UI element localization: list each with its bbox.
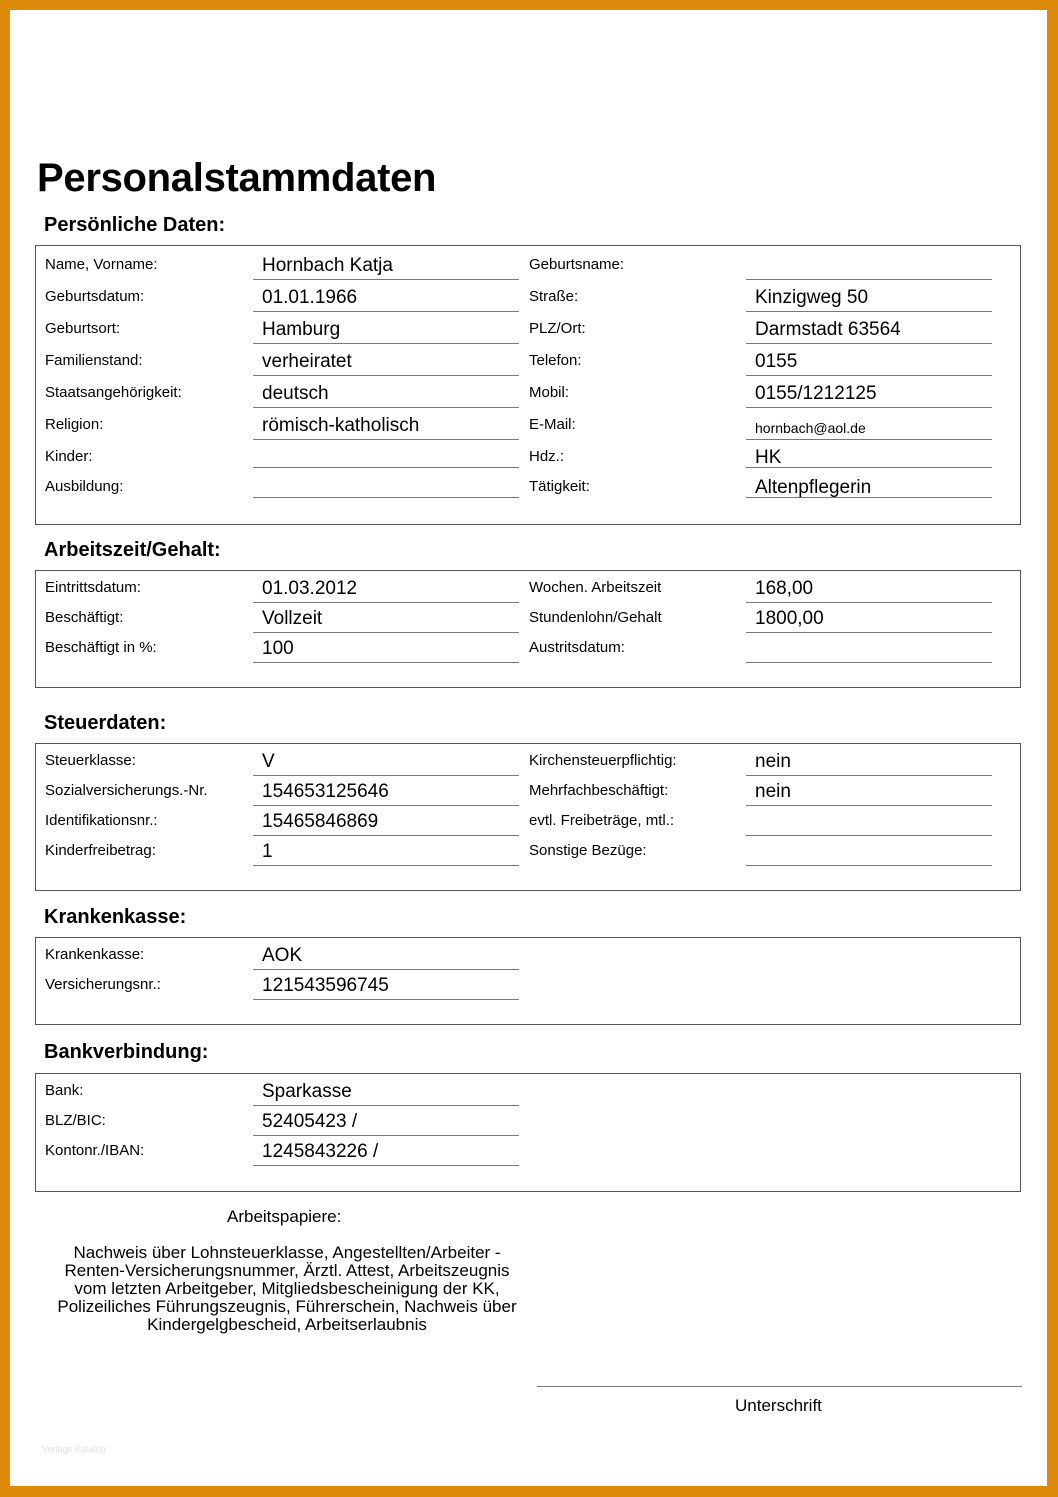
field-label: Beschäftigt: bbox=[45, 609, 124, 626]
street-field[interactable]: Kinzigweg 50 bbox=[746, 287, 992, 312]
field-label: Stundenlohn/Gehalt bbox=[529, 609, 662, 626]
section-heading-steuer: Steuerdaten: bbox=[44, 712, 167, 734]
field-label: E-Mail: bbox=[529, 416, 576, 433]
field-label: Mehrfachbeschäftigt: bbox=[529, 782, 669, 799]
form-row bbox=[36, 320, 1022, 350]
field-label: Geburtsdatum: bbox=[45, 288, 145, 305]
field-label: Kinderfreibetrag: bbox=[45, 842, 156, 859]
field-label: Staatsangehörigkeit: bbox=[45, 384, 182, 401]
field-label: Straße: bbox=[529, 288, 579, 305]
field-label: Sonstige Bezüge: bbox=[529, 842, 647, 859]
field-label: Mobil: bbox=[529, 384, 570, 401]
insurance-number-field[interactable]: 121543596745 bbox=[253, 975, 519, 1000]
phone-field[interactable]: 0155 bbox=[746, 351, 992, 376]
mobile-field[interactable]: 0155/1212125 bbox=[746, 383, 992, 408]
field-label: Identifikationsnr.: bbox=[45, 812, 158, 829]
field-label: Beschäftigt in %: bbox=[45, 639, 157, 656]
field-label: Telefon: bbox=[529, 352, 582, 369]
section-box-bank bbox=[35, 1073, 1021, 1192]
zip-city-field[interactable]: Darmstadt 63564 bbox=[746, 319, 992, 344]
occupation-field[interactable]: Altenpflegerin bbox=[746, 477, 992, 498]
section-heading-personal: Persönliche Daten: bbox=[44, 214, 226, 236]
form-row bbox=[36, 946, 1022, 976]
multiple-employment-field[interactable]: nein bbox=[746, 781, 992, 806]
salary-field[interactable]: 1800,00 bbox=[746, 608, 992, 633]
education-field[interactable] bbox=[253, 477, 519, 498]
form-row bbox=[36, 842, 1022, 872]
work-papers-line: vom letzten Arbeitgeber, Mitgliedsbescheinigung der KK, bbox=[74, 1279, 500, 1298]
birthdate-field[interactable]: 01.01.1966 bbox=[253, 287, 519, 312]
form-row bbox=[36, 812, 1022, 842]
field-label: Familienstand: bbox=[45, 352, 143, 369]
form-row bbox=[36, 384, 1022, 414]
field-label: Geburtsort: bbox=[45, 320, 121, 337]
section-heading-kasse: Krankenkasse: bbox=[44, 906, 187, 928]
work-papers-title: Arbeitspapiere: bbox=[227, 1207, 342, 1226]
field-label: Versicherungsnr.: bbox=[45, 976, 161, 993]
iban-field[interactable]: 1245843226 / bbox=[253, 1141, 519, 1166]
form-sheet bbox=[10, 10, 1047, 1486]
other-earnings-field[interactable] bbox=[746, 841, 992, 866]
section-box-kasse bbox=[35, 937, 1021, 1025]
field-label: BLZ/BIC: bbox=[45, 1112, 106, 1129]
marital-status-field[interactable]: verheiratet bbox=[253, 351, 519, 376]
allowances-field[interactable] bbox=[746, 811, 992, 836]
form-row bbox=[36, 752, 1022, 782]
signature-line[interactable] bbox=[537, 1386, 1022, 1387]
field-label: PLZ/Ort: bbox=[529, 320, 586, 337]
field-label: Kinder: bbox=[45, 448, 93, 465]
exit-date-field[interactable] bbox=[746, 638, 992, 663]
work-papers-line: Polizeiliches Führungszeugnis, Führerschein, Nachweis über bbox=[57, 1297, 517, 1316]
bic-field[interactable]: 52405423 / bbox=[253, 1111, 519, 1136]
employment-type-field[interactable]: Vollzeit bbox=[253, 608, 519, 633]
field-label: Sozialversicherungs.-Nr. bbox=[45, 782, 208, 799]
child-allowance-field[interactable]: 1 bbox=[253, 841, 519, 866]
birthname-field[interactable] bbox=[746, 255, 992, 280]
nationality-field[interactable]: deutsch bbox=[253, 383, 519, 408]
field-label: Kirchensteuerpflichtig: bbox=[529, 752, 677, 769]
field-label: Bank: bbox=[45, 1082, 84, 1099]
work-papers-line: Kindergelgbescheid, Arbeitserlaubnis bbox=[147, 1315, 427, 1334]
hdz-field[interactable]: HK bbox=[746, 447, 992, 468]
form-row bbox=[36, 782, 1022, 812]
field-label: Tätigkeit: bbox=[529, 478, 590, 495]
church-tax-field[interactable]: nein bbox=[746, 751, 992, 776]
field-label: Hdz.: bbox=[529, 448, 565, 465]
work-papers-text bbox=[40, 1244, 534, 1334]
health-insurance-field[interactable]: AOK bbox=[253, 945, 519, 970]
form-row bbox=[36, 1082, 1022, 1112]
tax-id-field[interactable]: 15465846869 bbox=[253, 811, 519, 836]
field-label: Kontonr./IBAN: bbox=[45, 1142, 145, 1159]
entry-date-field[interactable]: 01.03.2012 bbox=[253, 578, 519, 603]
field-label: evtl. Freibeträge, mtl.: bbox=[529, 812, 675, 829]
field-label: Religion: bbox=[45, 416, 104, 433]
form-row bbox=[36, 639, 1022, 669]
section-box-arbeitszeit bbox=[35, 570, 1021, 688]
watermark: Vorlage Katalog bbox=[42, 1444, 106, 1454]
form-row bbox=[36, 352, 1022, 382]
field-label: Wochen. Arbeitszeit bbox=[529, 579, 662, 596]
children-field[interactable] bbox=[253, 447, 519, 468]
field-label: Geburtsname: bbox=[529, 256, 625, 273]
form-row bbox=[36, 448, 1022, 478]
tax-class-field[interactable]: V bbox=[253, 751, 519, 776]
name-field[interactable]: Hornbach Katja bbox=[253, 255, 519, 280]
section-heading-bank: Bankverbindung: bbox=[44, 1041, 209, 1063]
form-row bbox=[36, 1142, 1022, 1172]
religion-field[interactable]: römisch-katholisch bbox=[253, 415, 519, 440]
page-title: Personalstammdaten bbox=[37, 156, 437, 200]
form-row bbox=[36, 609, 1022, 639]
section-box-personal bbox=[35, 245, 1021, 525]
signature-label: Unterschrift bbox=[735, 1396, 822, 1415]
section-box-steuer bbox=[35, 743, 1021, 891]
form-row bbox=[36, 478, 1022, 508]
work-papers-line: Nachweis über Lohnsteuerklasse, Angestellten/Arbeiter - bbox=[73, 1243, 501, 1262]
field-label: Ausbildung: bbox=[45, 478, 124, 495]
field-label: Austritsdatum: bbox=[529, 639, 625, 656]
field-label: Krankenkasse: bbox=[45, 946, 145, 963]
weekly-hours-field[interactable]: 168,00 bbox=[746, 578, 992, 603]
form-row bbox=[36, 256, 1022, 286]
form-row bbox=[36, 579, 1022, 609]
email-field[interactable]: hornbach@aol.de bbox=[746, 415, 992, 440]
form-row bbox=[36, 416, 1022, 446]
employment-percent-field[interactable]: 100 bbox=[253, 638, 519, 663]
form-row bbox=[36, 288, 1022, 318]
field-label: Steuerklasse: bbox=[45, 752, 136, 769]
bank-field[interactable]: Sparkasse bbox=[253, 1081, 519, 1106]
field-label: Eintrittsdatum: bbox=[45, 579, 141, 596]
form-row bbox=[36, 1112, 1022, 1142]
birthplace-field[interactable]: Hamburg bbox=[253, 319, 519, 344]
field-label: Name, Vorname: bbox=[45, 256, 158, 273]
work-papers-line: Renten-Versicherungsnummer, Ärztl. Attest, Arbeitszeugnis bbox=[64, 1261, 510, 1280]
section-heading-arbeitszeit: Arbeitszeit/Gehalt: bbox=[44, 539, 221, 561]
form-row bbox=[36, 976, 1022, 1006]
social-security-field[interactable]: 154653125646 bbox=[253, 781, 519, 806]
